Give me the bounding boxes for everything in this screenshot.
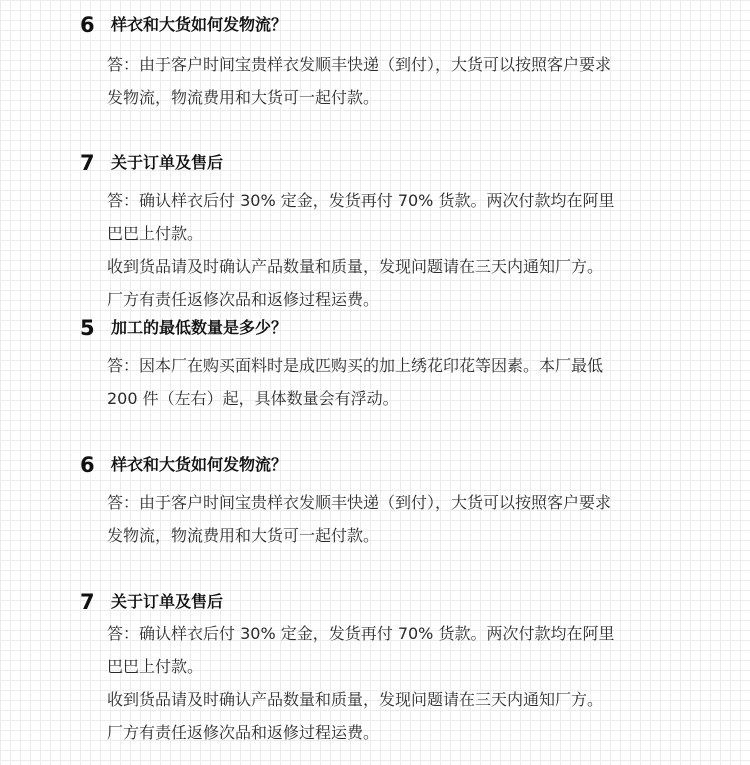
faq-answer <box>107 486 707 552</box>
faq-answer-line: 答：确认样衣后付 30% 定金，发货再付 70% 货款。两次付款均在阿里 <box>107 624 615 643</box>
faq-question-row <box>0 148 750 178</box>
faq-item <box>0 587 750 742</box>
faq-answer <box>107 349 707 415</box>
faq-answer-line: 答：确认样衣后付 30% 定金，发货再付 70% 货款。两次付款均在阿里 <box>107 191 615 210</box>
faq-question: 关于订单及售后 <box>111 592 224 611</box>
faq-answer-line: 答：由于客户时间宝贵样衣发顺丰快递（到付），大货可以按照客户要求 <box>107 493 612 512</box>
faq-answer-line: 厂方有责任返修次品和返修过程运费。 <box>107 290 380 309</box>
faq-answer-line: 巴巴上付款。 <box>107 657 204 676</box>
faq-answer-line: 答：由于客户时间宝贵样衣发顺丰快递（到付），大货可以按照客户要求 <box>107 55 612 74</box>
faq-question: 样衣和大货如何发物流？ <box>111 15 288 34</box>
faq-item <box>0 313 750 408</box>
faq-number: 7 <box>80 590 95 614</box>
faq-answer-line: 厂方有责任返修次品和返修过程运费。 <box>107 723 380 742</box>
faq-answer-line: 发物流，物流费用和大货可一起付款。 <box>107 88 380 107</box>
faq-answer-line: 巴巴上付款。 <box>107 224 204 243</box>
faq-question: 样衣和大货如何发物流？ <box>111 455 288 474</box>
faq-number: 7 <box>80 151 95 175</box>
faq-answer-line: 答：因本厂在购买面料时是成匹购买的加上绣花印花等因素。本厂最低 <box>107 356 604 375</box>
faq-question-row <box>0 450 750 480</box>
faq-number: 5 <box>80 316 95 340</box>
faq-question-row <box>0 587 750 617</box>
faq-number: 6 <box>80 13 95 37</box>
faq-answer-line: 发物流，物流费用和大货可一起付款。 <box>107 526 380 545</box>
faq-item <box>0 10 750 107</box>
faq-question: 加工的最低数量是多少？ <box>111 318 288 337</box>
faq-question-row <box>0 10 750 40</box>
faq-answer <box>107 617 707 749</box>
faq-item <box>0 148 750 309</box>
faq-answer-line: 收到货品请及时确认产品数量和质量，发现问题请在三天内通知厂方。 <box>107 690 604 709</box>
faq-answer <box>107 184 707 316</box>
faq-question-row <box>0 313 750 343</box>
faq-answer-line: 收到货品请及时确认产品数量和质量，发现问题请在三天内通知厂方。 <box>107 257 604 276</box>
faq-answer <box>107 48 707 114</box>
faq-answer-line: 200 件（左右）起，具体数量会有浮动。 <box>107 389 399 408</box>
faq-item <box>0 450 750 545</box>
faq-question: 关于订单及售后 <box>111 153 224 172</box>
faq-number: 6 <box>80 453 95 477</box>
